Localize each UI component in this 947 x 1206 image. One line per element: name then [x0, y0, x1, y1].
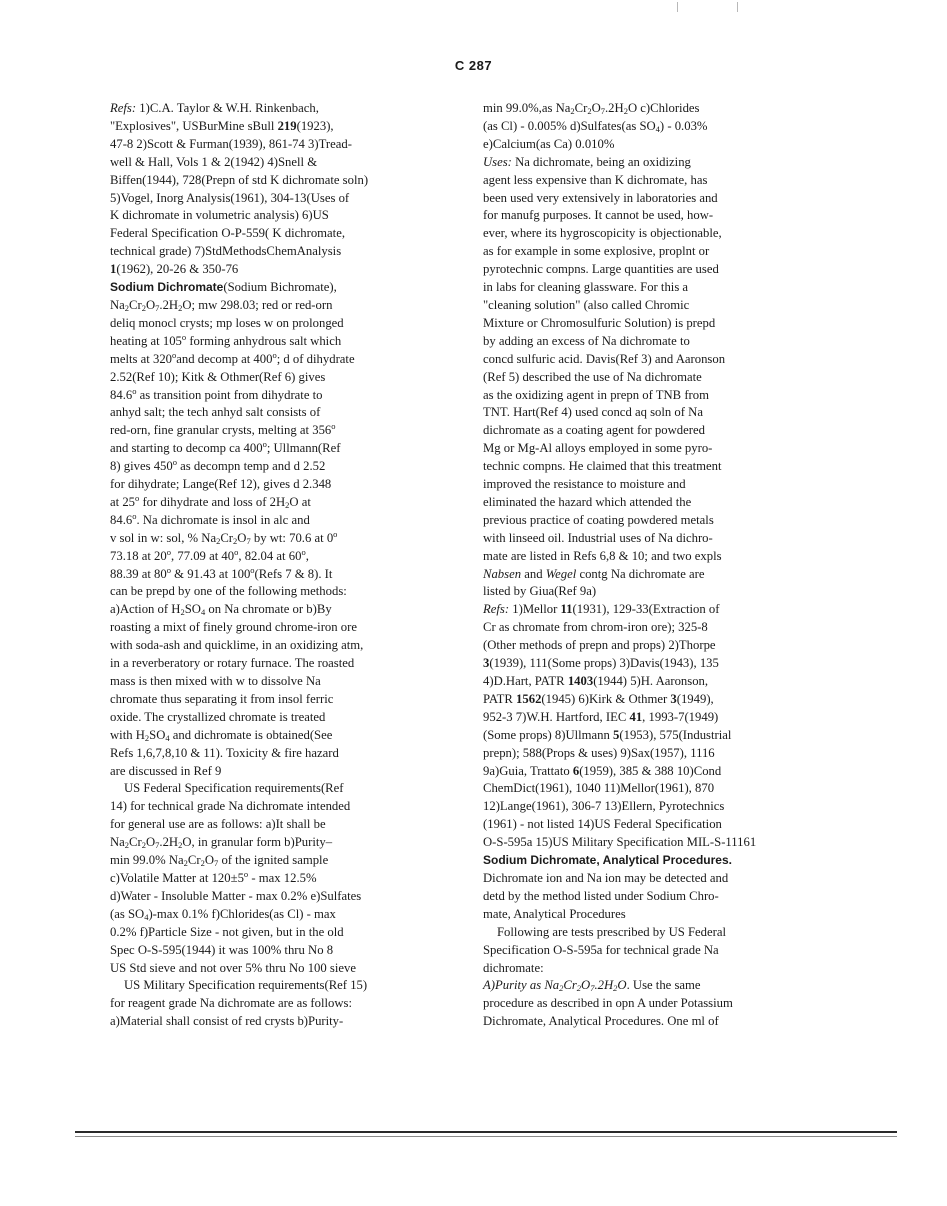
sodium-dichromate-heading: Sodium Dichromate	[110, 280, 224, 295]
mil-spec-line: a)Material shall consist of red crysts b)Purity-	[110, 1014, 344, 1029]
analytical-line: procedure as described in opn A under Potassium	[483, 996, 733, 1011]
text-line: for dihydrate; Lange(Ref 12), gives d 2.348	[110, 477, 332, 492]
purity-line: min 99.0%,as $Na_2Cr_2O_7.2H_2O$ c)Chlorides	[483, 101, 700, 116]
text-line: are discussed in Ref 9	[110, 763, 222, 778]
fed-spec-line: d)Water - Insoluble Matter - max 0.2% e)Sulfates	[110, 888, 362, 903]
refs-line: O-S-595a 15)US Military Specification MIL-S-11161	[483, 835, 757, 850]
refs-line: 12)Lange(1961), 306-7 13)Ellern, Pyrotechnics	[483, 799, 725, 814]
mil-spec-line: for reagent grade Na dichromate are as follows:	[110, 996, 353, 1011]
fed-spec-line: 14) for technical grade Na dichromate intended	[110, 799, 351, 814]
refs-line: Biffen(1944), 728(Prepn of std K dichromate soln)	[110, 172, 369, 187]
uses-line: "cleaning solution" (also called Chromic	[483, 297, 690, 312]
fed-spec-line: 0.2% f)Particle Size - not given, but in the old	[110, 924, 344, 939]
uses-line: concd sulfuric acid. Davis(Ref 3) and Aaronson	[483, 351, 726, 366]
uses-line: in labs for cleaning glassware. For this a	[483, 280, 689, 295]
text-line: chromate thus separating it from insol ferric	[110, 691, 334, 706]
text-line: 84.6$^o$ as transition point from dihydrate to	[110, 385, 323, 402]
text-line: Refs 1,6,7,8,10 & 11). Toxicity & fire hazard	[110, 745, 339, 760]
refs-line: K dichromate in volumetric analysis) 6)US	[110, 208, 329, 223]
refs-line: Cr as chromate from chrom-iron ore); 325-8	[483, 620, 708, 635]
text-line: red-orn, fine granular crysts, melting at 356$^o$	[110, 421, 336, 438]
analytical-line: dichromate:	[483, 960, 544, 975]
scan-mark-1	[677, 2, 678, 12]
footer-rule-thin	[75, 1136, 897, 1137]
uses-line: listed by Giua(Ref 9a)	[483, 584, 597, 599]
uses-line: (Ref 5) described the use of Na dichromate	[483, 369, 702, 384]
text-line: roasting a mixt of finely ground chrome-iron ore	[110, 620, 357, 635]
text-line: 8) gives 450$^o$ as decompn temp and d 2.52	[110, 457, 326, 474]
uses-line: Mixture or Chromosulfuric Solution) is prepd	[483, 315, 716, 330]
analytical-line: Specification O-S-595a for technical grade Na	[483, 942, 719, 957]
text-line: with $H_2SO_4$ and dichromate is obtained(See	[110, 727, 333, 743]
text-line: v sol in w: sol, % $Na_2Cr_2O_7$ by wt: 70.6 at 0$^o$	[110, 528, 338, 546]
refs-line: 1(1962), 20-26 & 350-76	[110, 262, 239, 277]
fed-spec-line: US Std sieve and not over 5% thru No 100 sieve	[110, 960, 356, 975]
text-line: anhyd salt; the tech anhyd salt consists of	[110, 405, 321, 420]
fed-spec-line: c)Volatile Matter at $120\pm 5^o - \max 12.5\%$	[110, 868, 317, 885]
analytical-procedures-heading: Sodium Dichromate, Analytical Procedures.	[483, 853, 732, 868]
formula-line: $Na_2Cr_2O_7.2H_2O$; mw 298.03; red or red-orn	[110, 297, 333, 313]
uses-line: as for example in some explosive, proplnt or	[483, 244, 710, 259]
refs-line: 47-8 2)Scott & Furman(1939), 861-74 3)Tread-	[110, 136, 352, 151]
uses-line: technic compns. He claimed that this treatment	[483, 459, 722, 474]
refs-line: 5)Vogel, Inorg Analysis(1961), 304-13(Uses of	[110, 190, 350, 205]
uses-line: pyrotechnic compns. Large quantities are used	[483, 262, 719, 277]
analytical-line: A)Purity as $Na_2Cr_2O_7.2H_2O$. Use the same	[483, 978, 701, 994]
refs-line: 9a)Guia, Trattato 6(1959), 385 & 388 10)Cond	[483, 763, 722, 778]
refs-line: technical grade) 7)StdMethodsChemAnalysis	[110, 244, 342, 259]
refs-line: 3(1939), 111(Some props) 3)Davis(1943), 135	[483, 656, 719, 671]
uses-line: improved the resistance to moisture and	[483, 477, 686, 492]
uses-line: for manufg purposes. It cannot be used, how-	[483, 208, 714, 223]
fed-spec-line: Spec O-S-595(1944) it was 100% thru No 8	[110, 942, 334, 957]
uses-line: dichromate as a coating agent for powdered	[483, 423, 705, 438]
uses-line: as the oxidizing agent in prepn of TNB from	[483, 387, 709, 402]
uses-line: mate are listed in Refs 6,8 & 10; and two expls	[483, 548, 722, 563]
uses-line: agent less expensive than K dichromate, has	[483, 172, 708, 187]
text-line: oxide. The crystallized chromate is treated	[110, 709, 326, 724]
footer-rule	[75, 1131, 897, 1133]
refs-line: 952-3 7)W.H. Hartford, IEC 41, 1993-7(1949)	[483, 709, 719, 724]
text-line: 88.39 at 80$^o$ & 91.43 at 100$^o$(Refs 7 & 8). It	[110, 564, 333, 581]
refs-line: Federal Specification O-P-559( K dichromate,	[110, 226, 345, 241]
refs-line: (1961) - not listed 14)US Federal Specification	[483, 817, 722, 832]
uses-line: been used very extensively in laboratories and	[483, 190, 718, 205]
text-line: and starting to decomp ca 400$^o$; Ullmann(Ref	[110, 439, 341, 456]
analytical-line: Following are tests prescribed by US Federal	[497, 924, 727, 939]
scan-mark-2	[737, 2, 738, 12]
text-line: in a reverberatory or rotary furnace. The roasted	[110, 656, 355, 671]
fed-spec-line: US Federal Specification requirements(Ref	[124, 781, 344, 796]
uses-line: Uses: Na dichromate, being an oxidizing	[483, 154, 691, 169]
refs-line: (Some props) 8)Ullmann 5(1953), 575(Industrial	[483, 727, 732, 742]
fed-spec-line: min 99.0% $Na_2Cr_2O_7$ of the ignited sample	[110, 853, 329, 869]
text-line: 2.52(Ref 10); Kitk & Othmer(Ref 6) gives	[110, 369, 326, 384]
text-line: deliq monocl crysts; mp loses w on prolonged	[110, 315, 344, 330]
uses-line: ever, where its hygroscopicity is objectionable,	[483, 226, 722, 241]
text-line: 73.18 at 20$^o$, 77.09 at 40$^o$, 82.04 at 60$^o$,	[110, 546, 309, 563]
text-line: 84.6$^o$. Na dichromate is insol in alc and	[110, 510, 310, 527]
text-line: a)Action of $H_2SO_4$ on Na chromate or b)By	[110, 602, 332, 618]
analytical-heading-line	[483, 852, 807, 870]
purity-line: e)Calcium(as Ca) 0.010%	[483, 136, 615, 151]
sodium-heading-line: Sodium Dichromate(Sodium Bichromate),	[110, 280, 337, 295]
text-line: can be prepd by one of the following methods:	[110, 584, 347, 599]
refs-line: "Explosives", USBurMine sBull 219(1923),	[110, 118, 334, 133]
uses-line: Mg or Mg-Al alloys employed in some pyro-	[483, 441, 713, 456]
refs-line: PATR 1562(1945) 6)Kirk & Othmer 3(1949),	[483, 691, 714, 706]
text-line: at 25$^o$ for dihydrate and loss of $2H_2O$ at	[110, 492, 311, 510]
fed-spec-line: for general use are as follows: a)It shall be	[110, 817, 326, 832]
refs-line: Refs: 1)Mellor 11(1931), 129-33(Extraction of	[483, 602, 720, 617]
uses-line: by adding an excess of Na dichromate to	[483, 333, 690, 348]
refs-line: 4)D.Hart, PATR 1403(1944) 5)H. Aaronson,	[483, 674, 709, 688]
uses-line: previous practice of coating powdered metals	[483, 512, 714, 527]
analytical-line: mate, Analytical Procedures	[483, 906, 626, 921]
page-number: C 287	[454, 58, 493, 73]
right-column	[483, 100, 807, 1031]
text-line: mass is then mixed with w to dissolve Na	[110, 674, 321, 688]
uses-line: eliminated the hazard which attended the	[483, 494, 692, 509]
analytical-line: detd by the method listed under Sodium Chro-	[483, 888, 719, 903]
uses-line: with linseed oil. Industrial uses of Na dichro-	[483, 530, 713, 545]
refs-line: (Other methods of prepn and props) 2)Thorpe	[483, 638, 716, 653]
fed-spec-line: $Na_2Cr_2O_7.2H_2O$, in granular form b)Purity–	[110, 835, 333, 851]
text-line: melts at 320$^o$and decomp at 400$^o$; d of dihydrate	[110, 349, 355, 366]
mil-spec-line: US Military Specification requirements(Ref 15)	[124, 978, 368, 993]
left-column	[110, 100, 446, 1031]
refs-line: prepn); 588(Props & uses) 9)Sax(1957), 1116	[483, 745, 715, 760]
refs-line: well & Hall, Vols 1 & 2(1942) 4)Snell &	[110, 154, 318, 169]
purity-line: (as Cl) - 0.005% d)Sulfates(as $SO_4) - 0.03\%$	[483, 118, 708, 134]
text-line: heating at 105$^o$ forming anhydrous salt which	[110, 331, 342, 348]
analytical-line: Dichromate, Analytical Procedures. One ml of	[483, 1014, 719, 1029]
text-line: with soda-ash and quicklime, in an oxidizing atm,	[110, 638, 364, 653]
refs-line: Refs: 1)C.A. Taylor & W.H. Rinkenbach,	[110, 101, 319, 115]
analytical-line: Dichromate ion and Na ion may be detected and	[483, 870, 729, 885]
uses-line: Nabsen and Wegel contg Na dichromate are	[483, 566, 705, 581]
uses-line: TNT. Hart(Ref 4) used concd aq soln of Na	[483, 405, 703, 420]
refs-line: ChemDict(1961), 1040 11)Mellor(1961), 870	[483, 781, 715, 796]
fed-spec-line: (as $SO_4)-\max$ 0.1% f)Chlorides(as Cl) - max	[110, 906, 336, 922]
